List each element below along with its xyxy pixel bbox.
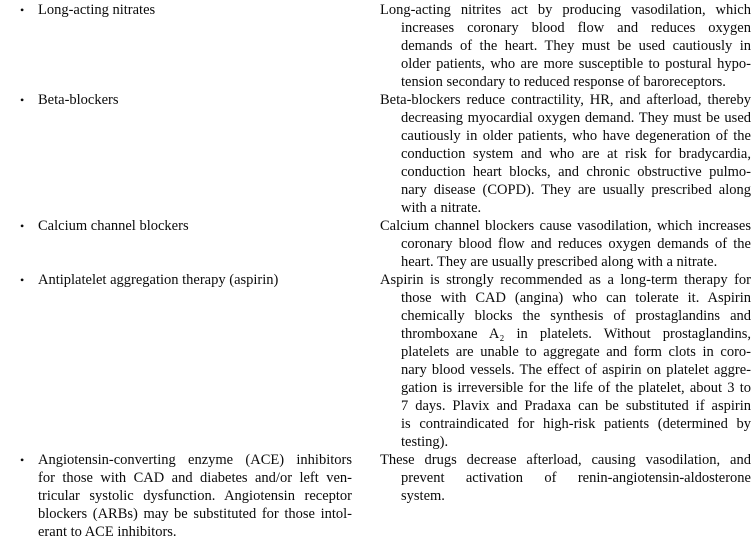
description-line: These drugs decrease afterload, causing vasodilation, and (380, 452, 751, 468)
description-line: system. (401, 488, 445, 504)
description-line: Aspirin is strongly recommended as a long-term therapy for (380, 272, 751, 288)
description-line: coronary blood flow and reduces oxygen demands of the (401, 236, 751, 252)
description-line: those with CAD (angina) who can tolerate it. Aspirin (401, 290, 751, 306)
drug-term-cell (0, 451, 380, 541)
description-line: thromboxane A₂ in platelets. Without prostaglandins, (401, 326, 751, 342)
description-line: with a nitrate. (401, 200, 482, 216)
drug-row (0, 217, 753, 271)
term-line: tricular systolic dysfunction. Angiotensin receptor (38, 488, 352, 504)
description-line: gation is irreversible for the life of the platelet, about 3 to (401, 380, 751, 396)
description-line: testing). (401, 434, 449, 450)
bullet-icon: • (20, 273, 25, 287)
drug-term (38, 91, 352, 109)
description-line: cautiously in older patients, who have degeneration of the (401, 128, 751, 144)
drug-description (380, 1, 753, 91)
bullet-icon: • (20, 3, 25, 17)
description-line: nary blood vessels. The effect of aspirin on platelet aggre- (401, 362, 751, 378)
drug-row (0, 1, 753, 91)
term-line: Long-acting nitrates (38, 2, 156, 18)
description-line: increases coronary blood flow and reduces oxygen (401, 20, 751, 36)
drug-description (380, 91, 753, 217)
description-line: Long-acting nitrites act by producing vasodilation, which (380, 2, 751, 18)
bullet-icon: • (20, 93, 25, 107)
description-line: conduction heart blocks, and chronic obstructive pulmo- (401, 164, 751, 180)
term-line: blockers (ARBs) may be substituted for those intol- (38, 506, 352, 522)
drug-term (38, 271, 352, 289)
bullet-icon: • (20, 453, 25, 467)
description-line: heart. They are usually prescribed along with a nitrate. (401, 254, 718, 270)
drug-term-cell (0, 271, 380, 289)
term-line: Beta-blockers (38, 92, 119, 108)
description-line: decreasing myocardial oxygen demand. They must be used (401, 110, 751, 126)
description-line: platelets are unable to aggregate and form clots in coro- (401, 344, 751, 360)
term-line: Angiotensin-converting enzyme (ACE) inhibitors (38, 452, 352, 468)
drug-term (38, 451, 352, 541)
drug-description (380, 217, 753, 271)
drug-term-cell (0, 91, 380, 109)
description-line: nary disease (COPD). They are usually prescribed along (401, 182, 751, 198)
description-line: prevent activation of renin-angiotensin-aldosterone (401, 470, 751, 486)
drug-term (38, 1, 352, 19)
drug-row (0, 91, 753, 217)
bullet-icon: • (20, 219, 25, 233)
description-line: older patients, who are more susceptible to postural hypo- (401, 56, 751, 72)
description-line: demands of the heart. They must be used cautiously in (401, 38, 751, 54)
drug-description (380, 451, 753, 505)
drug-term-cell (0, 1, 380, 19)
term-line: Calcium channel blockers (38, 218, 189, 234)
term-line: for those with CAD and diabetes and/or left ven- (38, 470, 352, 486)
drug-row (0, 451, 753, 541)
description-line: tension secondary to reduced response of baroreceptors. (401, 74, 726, 90)
description-line: Calcium channel blockers cause vasodilation, which increases (380, 218, 751, 234)
term-line: Antiplatelet aggregation therapy (aspirin) (38, 272, 279, 288)
description-line: Beta-blockers reduce contractility, HR, and afterload, thereby (380, 92, 751, 108)
description-line: 7 days. Plavix and Pradaxa can be substituted if aspirin (401, 398, 751, 414)
description-line: chemically blocks the synthesis of prostaglandins and (401, 308, 751, 324)
drug-term (38, 217, 352, 235)
description-line: conduction system and who are at risk for bradycardia, (401, 146, 751, 162)
term-line: erant to ACE inhibitors. (38, 524, 177, 540)
drug-description (380, 271, 753, 451)
drug-row (0, 271, 753, 451)
drug-term-cell (0, 217, 380, 235)
description-line: is contraindicated for high-risk patients (determined by (401, 416, 751, 432)
